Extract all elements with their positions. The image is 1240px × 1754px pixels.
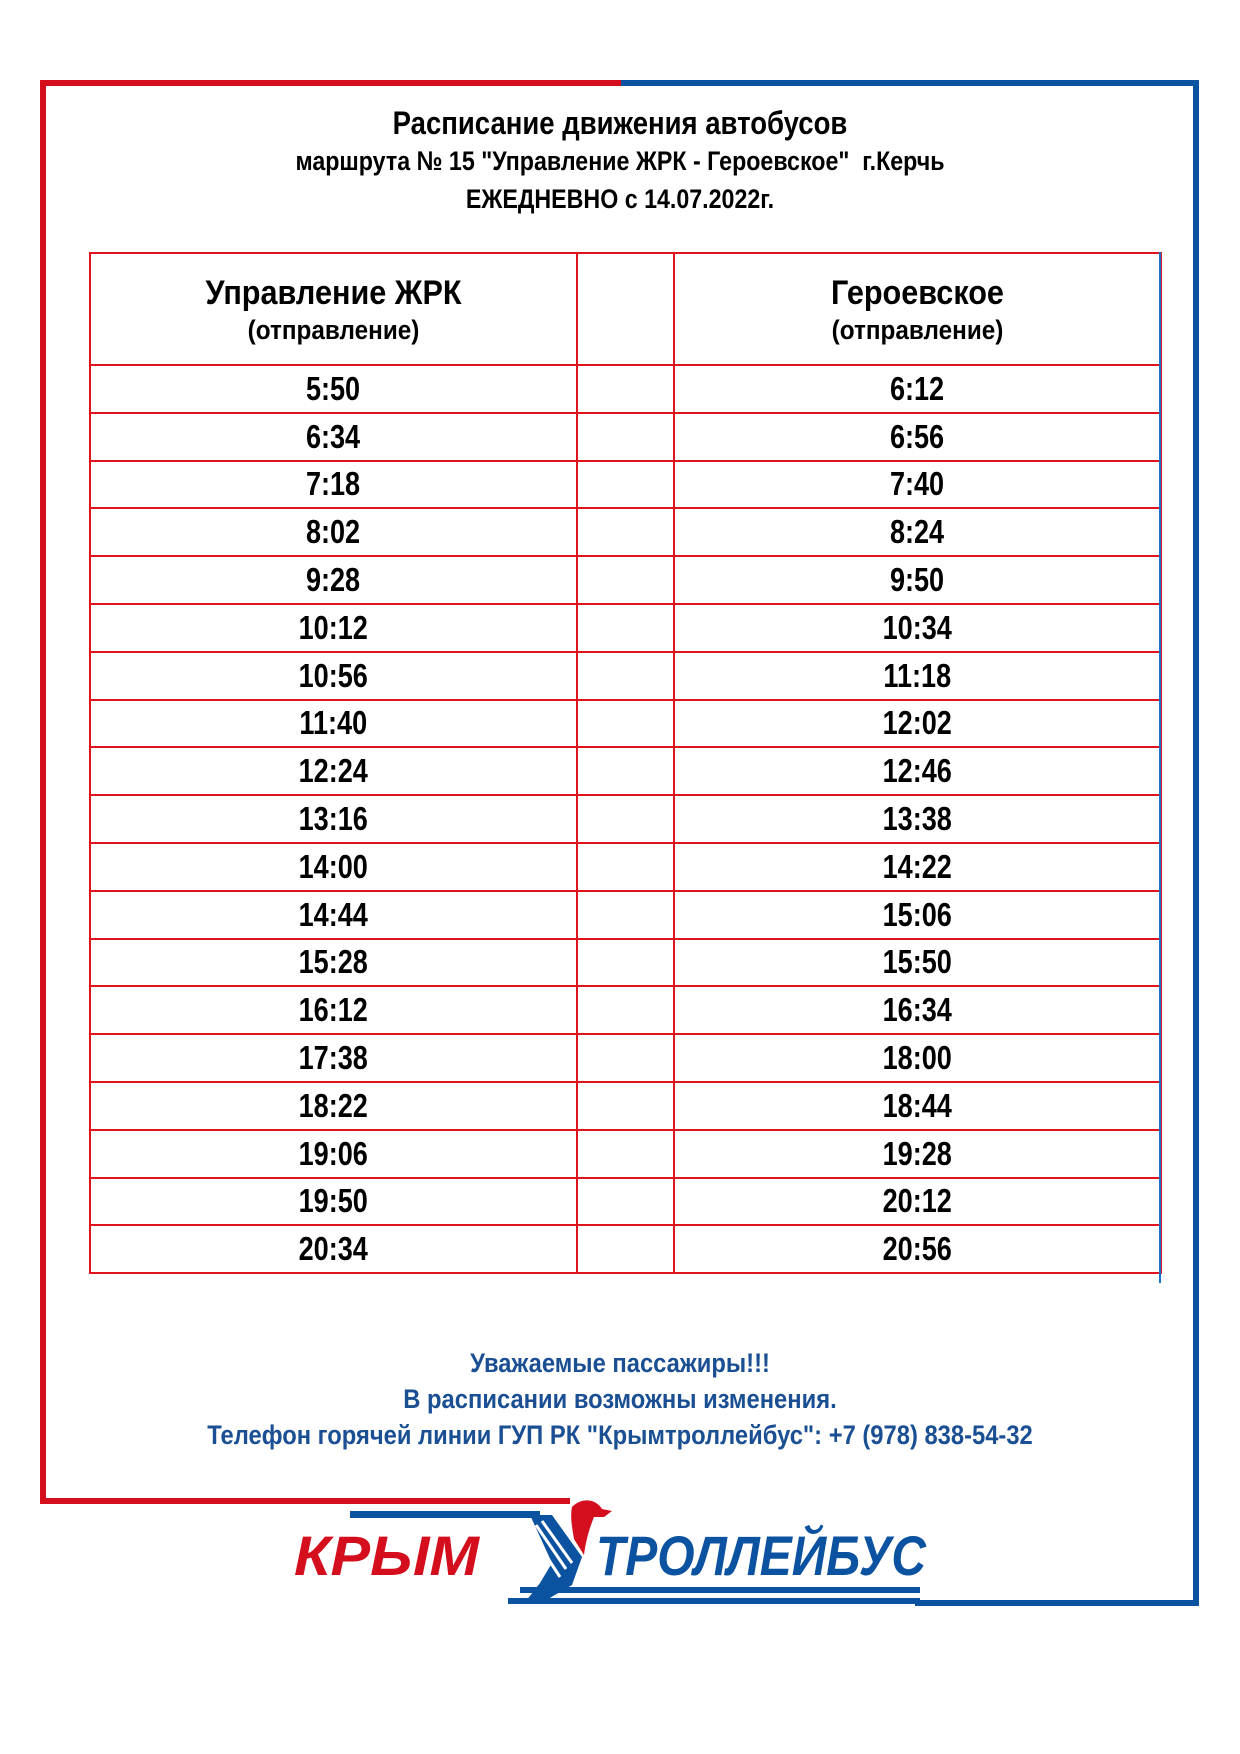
gap-cell bbox=[577, 652, 674, 700]
column-header-origin bbox=[90, 253, 577, 365]
departure-time: 19:28 bbox=[882, 1134, 953, 1172]
departure-time: 5:50 bbox=[306, 369, 361, 407]
origin-departure-cell bbox=[90, 1082, 577, 1130]
column-header-sub: (отправление) bbox=[831, 315, 1004, 345]
table-row bbox=[90, 1034, 1161, 1082]
origin-departure-cell bbox=[90, 891, 577, 939]
gap-cell bbox=[577, 1034, 674, 1082]
departure-time: 12:46 bbox=[882, 752, 953, 790]
destination-departure-cell bbox=[674, 939, 1161, 987]
table-right-edge bbox=[1159, 252, 1161, 1283]
origin-departure-cell bbox=[90, 1178, 577, 1226]
frame-top-blue bbox=[621, 80, 1199, 86]
origin-departure-cell bbox=[90, 747, 577, 795]
schedule-body bbox=[90, 365, 1161, 1273]
gap-cell bbox=[577, 461, 674, 509]
krymtrolleybus-logo bbox=[290, 1497, 950, 1617]
destination-departure-cell bbox=[674, 556, 1161, 604]
gap-cell bbox=[577, 508, 674, 556]
origin-departure-cell bbox=[90, 1225, 577, 1273]
departure-time: 18:22 bbox=[298, 1086, 369, 1124]
table-row bbox=[90, 939, 1161, 987]
frame-left-red bbox=[40, 80, 46, 1504]
departure-time: 9:50 bbox=[890, 561, 945, 599]
origin-departure-cell bbox=[90, 700, 577, 748]
gap-cell bbox=[577, 413, 674, 461]
frame-top-red bbox=[41, 80, 621, 86]
schedule-table bbox=[89, 252, 1162, 1274]
table-row bbox=[90, 986, 1161, 1034]
table-row bbox=[90, 652, 1161, 700]
table-row bbox=[90, 508, 1161, 556]
departure-time: 15:28 bbox=[298, 943, 369, 981]
table-row bbox=[90, 1225, 1161, 1273]
origin-departure-cell bbox=[90, 1034, 577, 1082]
destination-departure-cell bbox=[674, 891, 1161, 939]
logo-red-stripe bbox=[290, 1498, 570, 1504]
departure-time: 6:12 bbox=[890, 369, 945, 407]
departure-time: 8:02 bbox=[306, 513, 361, 551]
column-header-destination bbox=[674, 253, 1161, 365]
destination-departure-cell bbox=[674, 700, 1161, 748]
schedule-title: Расписание движения автобусов bbox=[392, 105, 848, 141]
gap-cell bbox=[577, 1082, 674, 1130]
departure-time: 7:18 bbox=[306, 465, 361, 503]
departure-time: 14:44 bbox=[298, 895, 369, 933]
gap-cell bbox=[577, 939, 674, 987]
departure-time: 12:24 bbox=[298, 752, 369, 790]
gap-cell bbox=[577, 1178, 674, 1226]
title-block bbox=[0, 104, 1240, 218]
departure-time: 20:56 bbox=[882, 1230, 953, 1268]
destination-departure-cell bbox=[674, 508, 1161, 556]
gap-cell bbox=[577, 1130, 674, 1178]
notice-greeting: Уважаемые пассажиры!!! bbox=[470, 1348, 770, 1378]
logo-svg bbox=[290, 1497, 950, 1617]
departure-time: 10:56 bbox=[298, 656, 369, 694]
gap-cell bbox=[577, 556, 674, 604]
departure-time: 10:34 bbox=[882, 608, 953, 646]
origin-departure-cell bbox=[90, 795, 577, 843]
departure-time: 16:34 bbox=[882, 991, 953, 1029]
table-row bbox=[90, 1178, 1161, 1226]
column-header-sub: (отправление) bbox=[247, 315, 420, 345]
gap-cell bbox=[577, 365, 674, 413]
route-subtitle: маршрута № 15 "Управление ЖРК - Героевское" г.Керчь bbox=[295, 146, 945, 176]
destination-departure-cell bbox=[674, 795, 1161, 843]
departure-time: 6:56 bbox=[890, 417, 945, 455]
origin-departure-cell bbox=[90, 556, 577, 604]
table-row bbox=[90, 747, 1161, 795]
origin-departure-cell bbox=[90, 652, 577, 700]
destination-departure-cell bbox=[674, 1082, 1161, 1130]
gap-cell bbox=[577, 891, 674, 939]
destination-departure-cell bbox=[674, 1034, 1161, 1082]
gap-cell bbox=[577, 1225, 674, 1273]
origin-departure-cell bbox=[90, 365, 577, 413]
gap-cell bbox=[577, 747, 674, 795]
table-row bbox=[90, 461, 1161, 509]
table-header-row bbox=[90, 253, 1161, 365]
destination-departure-cell bbox=[674, 652, 1161, 700]
table-row bbox=[90, 604, 1161, 652]
departure-time: 11:18 bbox=[883, 656, 952, 694]
passenger-notice bbox=[0, 1345, 1240, 1453]
destination-departure-cell bbox=[674, 986, 1161, 1034]
departure-time: 13:16 bbox=[298, 800, 369, 838]
table-row bbox=[90, 843, 1161, 891]
column-header-name: Управление ЖРК bbox=[205, 274, 462, 312]
table-row bbox=[90, 365, 1161, 413]
origin-departure-cell bbox=[90, 604, 577, 652]
table-row bbox=[90, 795, 1161, 843]
validity-date: ЕЖЕДНЕВНО с 14.07.2022г. bbox=[465, 184, 775, 214]
destination-departure-cell bbox=[674, 413, 1161, 461]
departure-time: 8:24 bbox=[890, 513, 945, 551]
table-row bbox=[90, 1130, 1161, 1178]
column-header-gap bbox=[577, 253, 674, 365]
destination-departure-cell bbox=[674, 1130, 1161, 1178]
destination-departure-cell bbox=[674, 843, 1161, 891]
departure-time: 6:34 bbox=[306, 417, 361, 455]
departure-time: 15:06 bbox=[882, 895, 953, 933]
departure-time: 16:12 bbox=[298, 991, 369, 1029]
notice-changes: В расписании возможны изменения. bbox=[403, 1384, 837, 1414]
origin-departure-cell bbox=[90, 413, 577, 461]
departure-time: 15:50 bbox=[882, 943, 953, 981]
destination-departure-cell bbox=[674, 1178, 1161, 1226]
origin-departure-cell bbox=[90, 461, 577, 509]
table-row bbox=[90, 556, 1161, 604]
logo-blue-stripe-bottom-2 bbox=[508, 1598, 920, 1604]
departure-time: 14:22 bbox=[882, 847, 953, 885]
departure-time: 18:44 bbox=[882, 1086, 953, 1124]
origin-departure-cell bbox=[90, 1130, 577, 1178]
departure-time: 19:50 bbox=[298, 1182, 369, 1220]
departure-time: 12:02 bbox=[882, 704, 953, 742]
departure-time: 9:28 bbox=[306, 561, 361, 599]
gap-cell bbox=[577, 700, 674, 748]
departure-time: 20:34 bbox=[298, 1230, 369, 1268]
destination-departure-cell bbox=[674, 461, 1161, 509]
gap-cell bbox=[577, 843, 674, 891]
departure-time: 7:40 bbox=[890, 465, 945, 503]
logo-blue-stripe-top bbox=[350, 1511, 540, 1518]
table-row bbox=[90, 413, 1161, 461]
departure-time: 14:00 bbox=[298, 847, 369, 885]
destination-departure-cell bbox=[674, 1225, 1161, 1273]
destination-departure-cell bbox=[674, 747, 1161, 795]
gap-cell bbox=[577, 604, 674, 652]
destination-departure-cell bbox=[674, 365, 1161, 413]
table-row bbox=[90, 700, 1161, 748]
departure-time: 17:38 bbox=[298, 1039, 369, 1077]
origin-departure-cell bbox=[90, 939, 577, 987]
table-row bbox=[90, 891, 1161, 939]
departure-time: 18:00 bbox=[882, 1039, 953, 1077]
column-header-name: Героевское bbox=[831, 274, 1004, 312]
logo-blue-stripe-bottom-1 bbox=[520, 1587, 920, 1593]
gap-cell bbox=[577, 795, 674, 843]
frame-bottom-blue bbox=[915, 1600, 1199, 1606]
origin-departure-cell bbox=[90, 986, 577, 1034]
notice-hotline: Телефон горячей линии ГУП РК "Крымтроллейбус": +7 (978) 838-54-32 bbox=[207, 1420, 1033, 1450]
gap-cell bbox=[577, 986, 674, 1034]
departure-time: 19:06 bbox=[298, 1134, 369, 1172]
departure-time: 20:12 bbox=[882, 1182, 953, 1220]
departure-time: 13:38 bbox=[882, 800, 953, 838]
origin-departure-cell bbox=[90, 843, 577, 891]
destination-departure-cell bbox=[674, 604, 1161, 652]
departure-time: 10:12 bbox=[298, 608, 369, 646]
origin-departure-cell bbox=[90, 508, 577, 556]
departure-time: 11:40 bbox=[299, 704, 368, 742]
table-row bbox=[90, 1082, 1161, 1130]
logo-word-right: ТРОЛЛЕЙБУС bbox=[596, 1524, 928, 1587]
logo-word-left: КРЫМ bbox=[294, 1524, 481, 1587]
